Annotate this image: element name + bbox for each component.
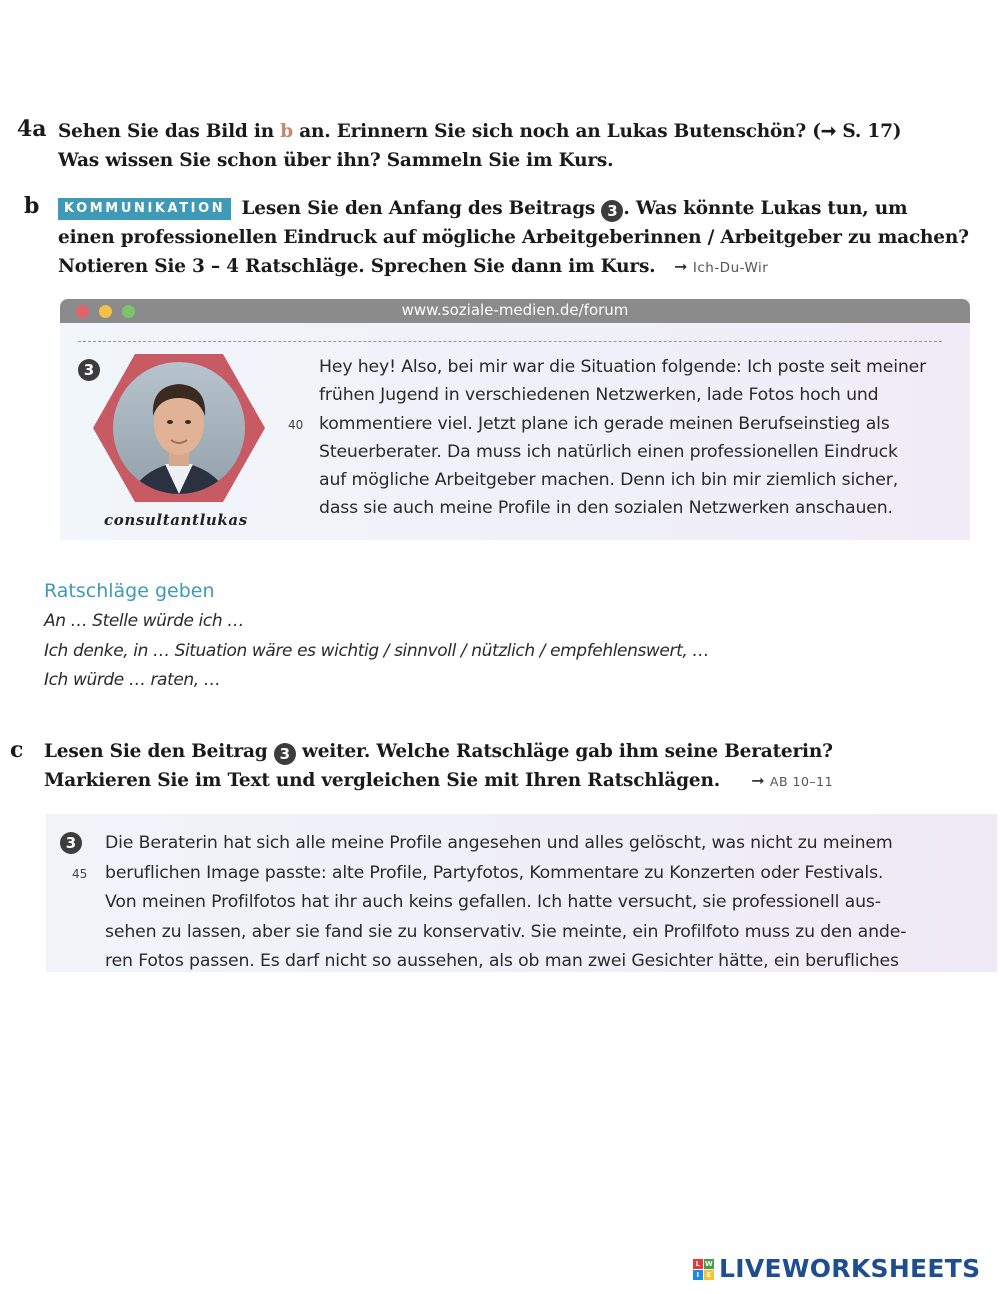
username: consultantlukas [104, 511, 248, 529]
continuation-text: Die Beraterin hat sich alle meine Profile angesehen und alles gelöscht, was nicht zu meinem beruflichen Image passte: alte Profile, Partyfotos, Kommentare zu Konzerten oder Festivals. Von meinen Profilfotos hat ihr auch keins gefallen. Ich hatte versucht, sie professionell aus- sehen zu lassen, aber sie fand sie zu konservativ. Sie meinte, ein Profilfoto muss zu den ande- ren Fotos passen. Es darf nicht so aussehen, als ob man zwei Gesichter hätte, ein berufliches [105, 833, 907, 971]
avatar [93, 354, 265, 512]
task-c-text: Lesen Sie den Beitrag 3 weiter. Welche Ratschläge gab ihm seine Beraterin? Markieren Sie im Text und vergleichen Sie mit Ihren Ratschlägen. ➞ AB 10–11 [44, 741, 834, 791]
post-number-badge: 3 [601, 200, 623, 222]
task-b-label: b [24, 193, 40, 219]
ref-arrow-icon: ➞ [751, 771, 766, 790]
kommunikation-badge: KOMMUNIKATION [58, 198, 231, 220]
phrase-item: Ich denke, in … Situation wäre es wichtig / sinnvoll / nützlich / empfehlenswert, … [44, 641, 709, 661]
post-number-badge: 3 [78, 359, 100, 381]
task-b-text: KOMMUNIKATION Lesen Sie den Anfang des Beitrags 3 . Was könnte Lukas tun, um einen professionellen Eindruck auf mögliche Arbeitgeberinnen / Arbeitgeber zu machen? Notieren Sie 3 – 4 Ratschläge. Sprechen Sie dann im Kurs. ➞ Ich-Du-Wir [58, 198, 969, 277]
ref-arrow-icon: ➞ [820, 121, 837, 142]
phrases-title: Ratschläge geben [44, 580, 215, 602]
task-4a-label: 4a [17, 116, 47, 142]
dashed-divider [78, 341, 942, 342]
post-number-badge: 3 [60, 832, 82, 854]
logo-text: LIVEWORKSHEETS [719, 1254, 981, 1283]
ref-ab: AB 10–11 [769, 774, 834, 789]
post-number-badge: 3 [274, 743, 296, 765]
url-bar: www.soziale-medien.de/forum [401, 301, 629, 319]
logo-grid-icon: L W I E [693, 1259, 715, 1281]
browser-titlebar [60, 299, 970, 323]
task-4a-text: Sehen Sie das Bild in b an. Erinnern Sie sich noch an Lukas Butenschön? (➞ S. 17) Was wissen Sie schon über ihn? Sammeln Sie im Kurs. [58, 121, 902, 171]
line-number: 45 [72, 867, 88, 881]
forum-browser-window [60, 299, 970, 540]
ref-arrow-icon: ➞ [674, 257, 689, 276]
phrase-item: An … Stelle würde ich … [44, 611, 244, 631]
post-text: Hey hey! Also, bei mir war die Situation folgende: Ich poste seit meiner frühen Jugend in verschiedenen Netzwerken, lade Fotos hoch und kommentiere viel. Jetzt plane ich gerade meinen Berufseinstieg als Steuerberater. Da muss ich natürlich einen professionellen Eindruck auf mögliche Arbeitgeber machen. Denn ich bin mir ziemlich sicher, dass sie auch meine Profile in den sozialen Netzwerken anschauen. [319, 357, 927, 519]
ref-ich-du-wir: Ich-Du-Wir [692, 260, 769, 276]
continuation-text-box [46, 814, 997, 972]
line-number: 40 [288, 418, 304, 432]
phrase-item: Ich würde … raten, … [44, 670, 221, 690]
highlight-b: b [280, 121, 293, 142]
task-c-label: c [10, 737, 24, 763]
